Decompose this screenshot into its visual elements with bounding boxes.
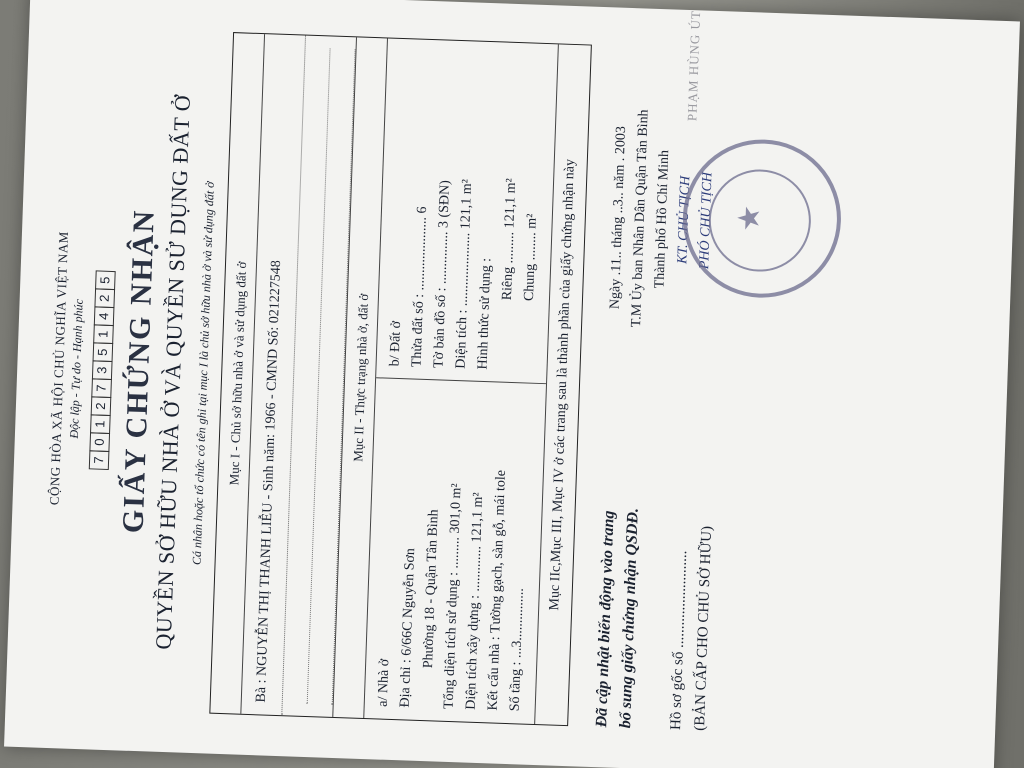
vice-chairman: PHÓ CHỦ TỊCH <box>697 171 716 270</box>
land-shared: Chung ........ m² <box>521 213 540 302</box>
certificate-title: GIẤY CHỨNG NHẬN <box>116 208 161 534</box>
certificate-subtitle: QUYỀN SỞ HỮU NHÀ Ở VÀ QUYỀN SỬ DỤNG ĐẤT Ở <box>150 94 195 650</box>
serial-digit: 4 <box>94 306 115 326</box>
serial-digit: 3 <box>92 360 113 380</box>
house-ward: Phường 18 - Quận Tân Bình <box>421 509 442 669</box>
serial-digit: 5 <box>95 270 116 290</box>
land-private: Riêng ......... 121,1 m² <box>499 178 520 301</box>
section1-heading: Mục I - Chủ sở hữu nhà ở và sử dụng đất ở <box>210 33 265 714</box>
land-usage: Hình thức sử dụng : <box>475 257 495 370</box>
serial-digit: 0 <box>89 432 110 452</box>
update-note-1: Đã cập nhật biến động vào trang <box>593 510 618 728</box>
house-structure: Kết cấu nhà : Tường gạch, sàn gỗ, mái tole <box>485 469 509 711</box>
motto: Độc lập - Tự do - Hạnh phúc <box>66 298 86 439</box>
certificate-paper <box>4 0 1020 768</box>
house-label: a/ Nhà ở <box>375 658 393 707</box>
serial-digit: 7 <box>91 378 112 398</box>
footer-left <box>590 387 724 731</box>
house-address: Địa chỉ : 6/66C Nguyễn Sơn <box>397 547 419 708</box>
issue-date: Ngày .11.. tháng ..3.. năm . 2003 <box>607 125 630 310</box>
committee-name: T.M Ủy ban Nhân Dân Quận Tân Bình <box>629 109 652 328</box>
footer-right <box>602 9 767 391</box>
owner-info: Bà : NGUYỄN THỊ THANH LIỄU - Sinh năm: 1966 - CMND Số: 021227548 <box>241 34 306 715</box>
section2-columns <box>364 38 558 724</box>
certificate-footer <box>590 9 767 732</box>
serial-digit: 1 <box>93 324 114 344</box>
city-name: Thành phố Hồ Chí Minh <box>652 149 673 289</box>
file-number: Hồ sơ gốc số .......................... <box>668 550 691 731</box>
serial-digit: 7 <box>89 450 110 470</box>
serial-digit: 2 <box>94 288 115 308</box>
serial-digit: 2 <box>91 396 112 416</box>
land-map-sheet: Tờ bản đồ số : ............... 3 (SĐN) <box>431 179 454 369</box>
serial-digit: 5 <box>93 342 114 362</box>
serial-digit: 1 <box>90 414 111 434</box>
signer-name: PHẠM HÙNG ÚT <box>684 9 704 122</box>
seal-star-icon: ★ <box>732 204 767 233</box>
copy-label: (BẢN CẤP CHO CHỦ SỞ HỮU) <box>692 525 716 732</box>
update-note-2: bổ sung giấy chứng nhận QSDĐ. <box>617 507 642 729</box>
land-label: b/ Đất ở <box>387 320 405 367</box>
nation-header: CỘNG HÒA XÃ HỘI CHỦ NGHĨA VIỆT NAM <box>46 230 72 506</box>
house-build-area: Diện tích xây dựng : ............. 121,1 m² <box>463 492 487 711</box>
land-parcel: Thửa đất số : ..................... 6 <box>409 206 431 368</box>
house-floors: Số tầng : ...3............... <box>507 587 527 712</box>
land-column <box>376 38 558 384</box>
details-box <box>209 32 592 726</box>
kt-chairman: KT. CHỦ TỊCH <box>675 175 694 265</box>
certificate-content <box>35 9 988 740</box>
section2-heading: Mục II - Thực trạng nhà ở, đất ở <box>332 37 388 718</box>
certificate-note: Cá nhân hoặc tổ chức có tên ghi tại mục I là chủ sở hữu nhà ở và sử dụng đất ở <box>189 181 217 566</box>
house-total-area: Tổng diện tích sử dụng : ......... 301,0 m² <box>441 483 465 710</box>
land-area: Diện tích : ..................... 121,1 m² <box>453 178 476 369</box>
house-column <box>364 379 546 724</box>
section-note: Mục IIc,Mục III, Mục IV ở các trang sau là thành phần của giấy chứng nhận này <box>534 44 591 725</box>
